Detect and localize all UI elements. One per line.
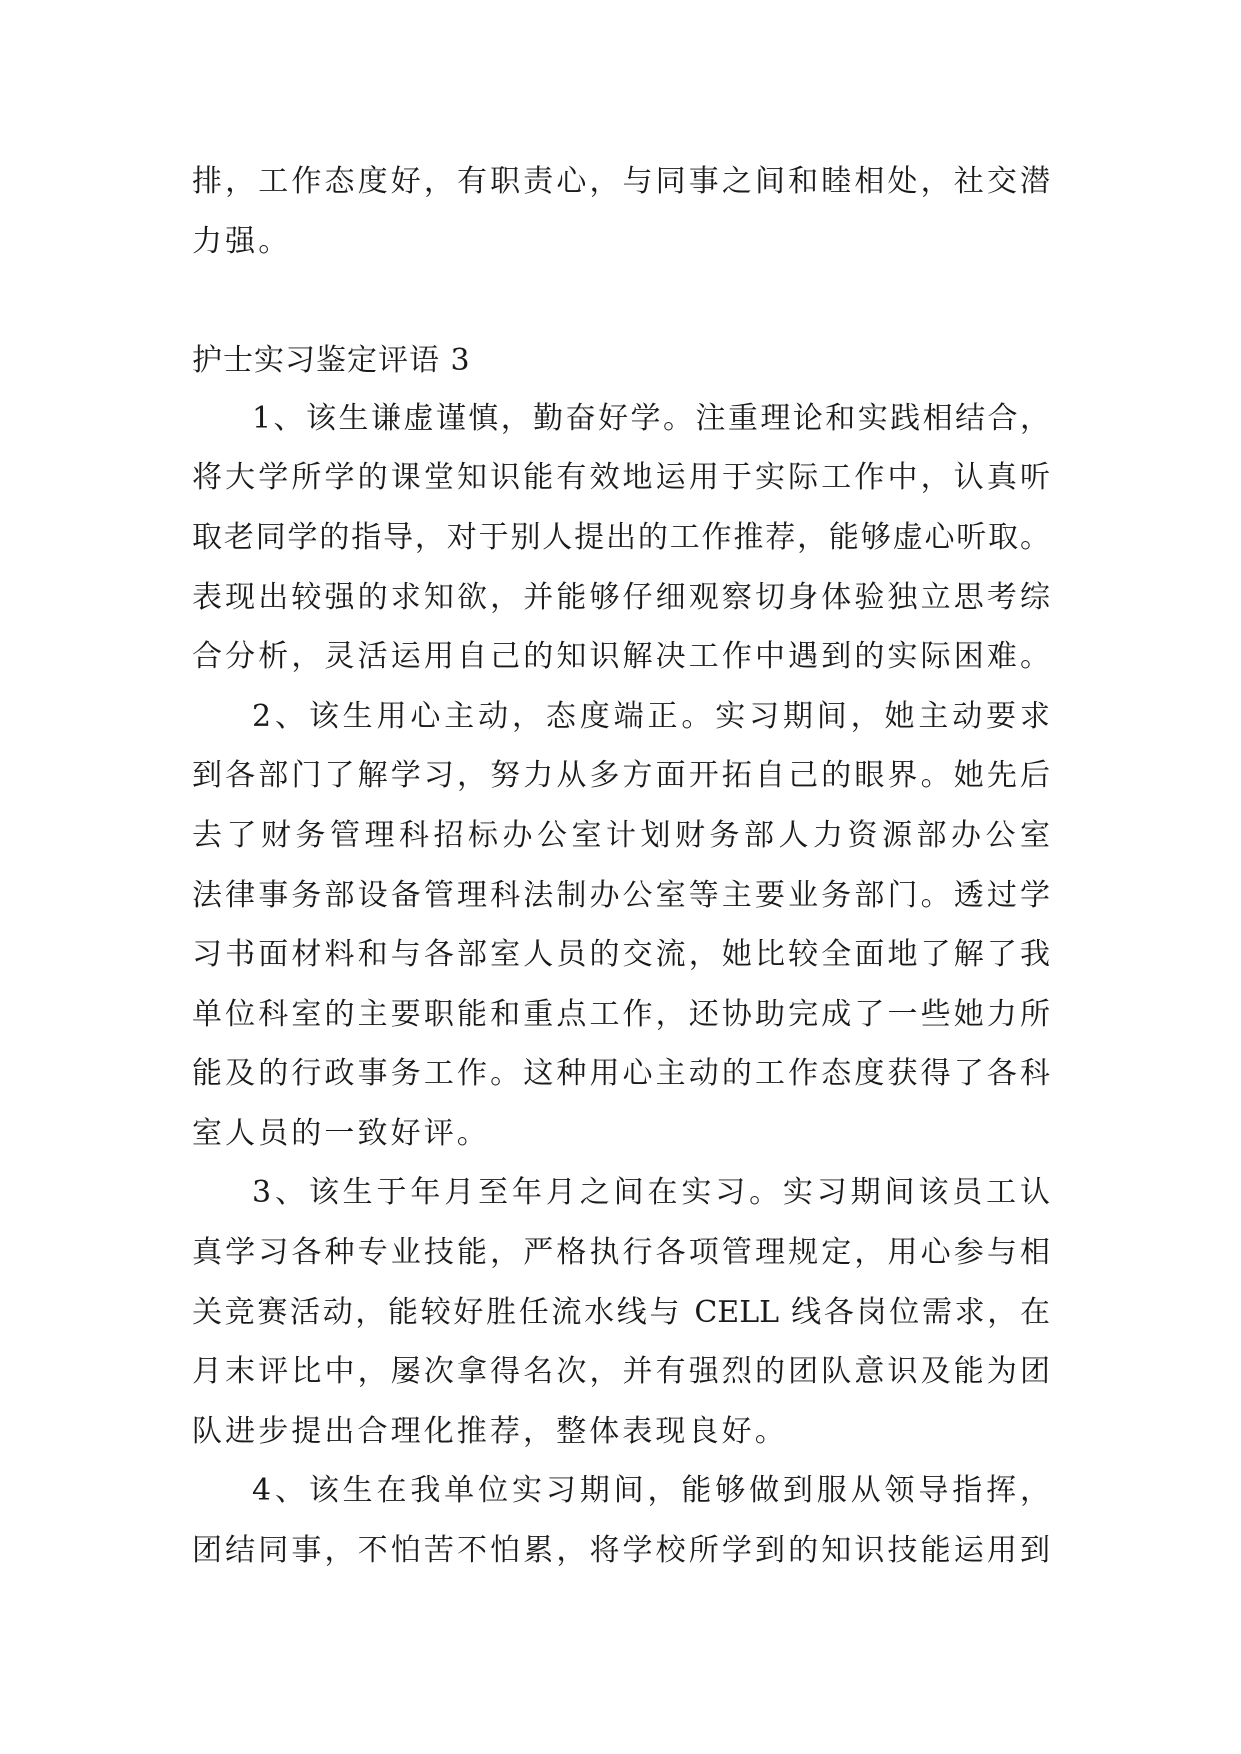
paragraph-line: 单位科室的主要职能和重点工作，还协助完成了一些她力所 — [192, 997, 1050, 1032]
paragraph-line: 排，工作态度好，有职责心，与同事之间和睦相处，社交潜 — [192, 164, 1050, 199]
paragraph-line: 4、该生在我单位实习期间，能够做到服从领导指挥， — [252, 1473, 1050, 1508]
paragraph-line: 法律事务部设备管理科法制办公室等主要业务部门。透过学 — [192, 878, 1050, 913]
paragraph-line: 到各部门了解学习，努力从多方面开拓自己的眼界。她先后 — [192, 758, 1050, 793]
paragraph-line: 力强。 — [192, 224, 292, 259]
paragraph-line: 队进步提出合理化推荐，整体表现良好。 — [192, 1414, 788, 1449]
paragraph-line: 能及的行政事务工作。这种用心主动的工作态度获得了各科 — [192, 1056, 1050, 1091]
paragraph-line: 3、该生于年月至年月之间在实习。实习期间该员工认 — [252, 1175, 1050, 1210]
paragraph-line: 室人员的一致好评。 — [192, 1116, 490, 1151]
paragraph-line: 团结同事，不怕苦不怕累，将学校所学到的知识技能运用到 — [192, 1533, 1050, 1568]
paragraph-line: 表现出较强的求知欲，并能够仔细观察切身体验独立思考综 — [192, 580, 1050, 615]
paragraph-line: 习书面材料和与各部室人员的交流，她比较全面地了解了我 — [192, 937, 1050, 972]
section-heading: 护士实习鉴定评语 3 — [192, 343, 471, 378]
paragraph-line: 去了财务管理科招标办公室计划财务部人力资源部办公室 — [192, 818, 1050, 853]
paragraph-line: 取老同学的指导，对于别人提出的工作推荐，能够虚心听取。 — [192, 520, 1050, 555]
paragraph-line: 将大学所学的课堂知识能有效地运用于实际工作中，认真听 — [192, 460, 1050, 495]
paragraph-line: 合分析，灵活运用自己的知识解决工作中遇到的实际困难。 — [192, 639, 1050, 674]
paragraph-line: 关竞赛活动，能较好胜任流水线与 CELL 线各岗位需求，在 — [192, 1295, 1050, 1330]
paragraph-line: 2、该生用心主动，态度端正。实习期间，她主动要求 — [252, 699, 1050, 734]
paragraph-line: 月末评比中，屡次拿得名次，并有强烈的团队意识及能为团 — [192, 1354, 1050, 1389]
paragraph-line: 1、该生谦虚谨慎，勤奋好学。注重理论和实践相结合， — [252, 401, 1050, 436]
paragraph-line: 真学习各种专业技能，严格执行各项管理规定，用心参与相 — [192, 1235, 1050, 1270]
